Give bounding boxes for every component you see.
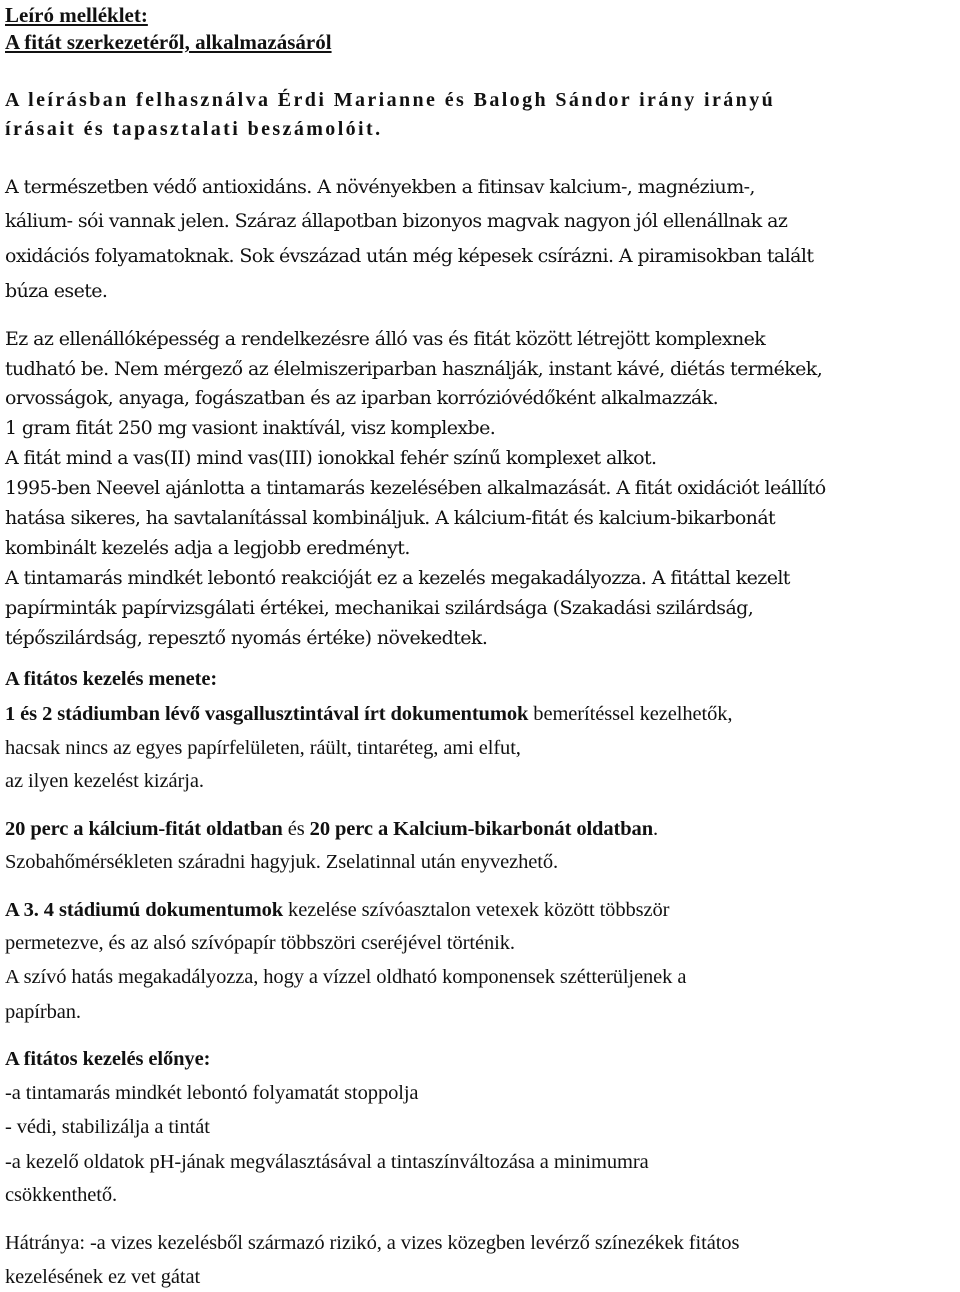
process-line-4: [5, 815, 658, 843]
body-line-8: kombinált kezelés adja a legjobb eredményt.: [5, 537, 410, 559]
process-line-8: A szívó hatás megakadályozza, hogy a vízzel oldható komponensek szétterüljenek a: [5, 966, 687, 988]
source-note-line-1: A leírásban felhasználva Érdi Marianne és Balogh Sándor irány irányú: [5, 89, 776, 111]
body-line-11: tépőszilárdság, repesztő nyomás értéke) növekedtek.: [5, 627, 488, 649]
body-line-7: hatása sikeres, ha savtalanítással kombináljuk. A kálcium-fitát és kalcium-bikarbonát: [5, 507, 776, 529]
document-subtitle: A fitát szerkezetéről, alkalmazásáról: [5, 30, 332, 54]
body-line-6: 1995-ben Neevel ajánlotta a tintamarás kezelésében alkalmazását. A fitát oxidációt leállító: [5, 477, 826, 499]
process-line-3: az ilyen kezelést kizárja.: [5, 770, 204, 792]
body-line-3: orvosságok, anyaga, fogászatban és az iparban korrózióvédőként alkalmazzák.: [5, 387, 719, 409]
document-title: Leíró melléklet:: [5, 3, 148, 27]
process-line-7: permetezve, és az alsó szívópapír többszöri cseréjével történik.: [5, 932, 515, 954]
body-line-5: A fitát mind a vas(II) mind vas(III) ionokkal fehér színű komplexet alkot.: [5, 447, 657, 469]
intro-line-4: búza esete.: [5, 280, 108, 302]
intro-line-1: A természetben védő antioxidáns. A növényekben a fitinsav kalcium-, magnézium-,: [5, 176, 755, 198]
advantages-heading: A fitátos kezelés előnye:: [5, 1048, 211, 1070]
body-line-9: A tintamarás mindkét lebontó reakcióját ez a kezelés megakadályozza. A fitáttal kezelt: [5, 567, 790, 589]
process-line-4-bold-1: 20 perc a kálcium-fitát oldatban: [5, 818, 283, 840]
process-line-6: [5, 896, 669, 924]
process-line-6-rest: kezelése szívóasztalon vetexek között többször: [283, 899, 670, 921]
body-line-2: tudható be. Nem mérgező az élelmiszeriparban használják, instant kávé, diétás termékek,: [5, 358, 823, 380]
process-line-4-mid: és: [282, 818, 310, 840]
process-line-1: [5, 700, 732, 728]
advantage-item-4: csökkenthető.: [5, 1184, 117, 1206]
process-line-4-bold-2: 20 perc a Kalcium-bikarbonát oldatban: [309, 818, 653, 840]
advantage-item-3: -a kezelő oldatok pH-jának megválasztásával a tintaszínváltozása a minimumra: [5, 1151, 649, 1173]
process-line-6-bold: A 3. 4 stádiumú dokumentumok: [5, 899, 284, 921]
intro-line-3: oxidációs folyamatoknak. Sok évszázad után még képesek csírázni. A piramisokban talált: [5, 245, 814, 267]
body-line-1: Ez az ellenállóképesség a rendelkezésre álló vas és fitát között létrejött komplexnek: [5, 328, 766, 350]
process-line-9: papírban.: [5, 1001, 81, 1023]
process-line-4-end: .: [653, 818, 659, 840]
process-heading: A fitátos kezelés menete:: [5, 668, 218, 690]
body-line-4: 1 gram fitát 250 mg vasiont inaktívál, visz komplexbe.: [5, 417, 496, 439]
disadvantages-line-1: Hátránya: -a vizes kezelésből származó rizikó, a vizes közegben levérző színezékek fitátos: [5, 1232, 740, 1254]
source-note-line-2: írásait és tapasztalati beszámolóit.: [5, 118, 383, 140]
process-line-1-rest: bemerítéssel kezelhetők,: [528, 703, 733, 725]
disadvantages-line-2: kezelésének ez vet gátat: [5, 1266, 201, 1288]
intro-line-2: kálium- sói vannak jelen. Száraz állapotban bizonyos magvak nagyon jól ellenállnak az: [5, 210, 788, 232]
body-line-10: papírminták papírvizsgálati értékei, mechanikai szilárdsága (Szakadási szilárdság,: [5, 597, 754, 619]
process-line-5: Szobahőmérsékleten száradni hagyjuk. Zselatinnal után enyvezhető.: [5, 851, 559, 873]
advantage-item-1: -a tintamarás mindkét lebontó folyamatát stoppolja: [5, 1082, 419, 1104]
process-line-1-bold: 1 és 2 stádiumban lévő vasgallusztintával írt dokumentumok: [5, 703, 529, 725]
advantage-item-2: - védi, stabilizálja a tintát: [5, 1116, 210, 1138]
process-line-2: hacsak nincs az egyes papírfelületen, ráült, tintaréteg, ami elfut,: [5, 737, 521, 759]
